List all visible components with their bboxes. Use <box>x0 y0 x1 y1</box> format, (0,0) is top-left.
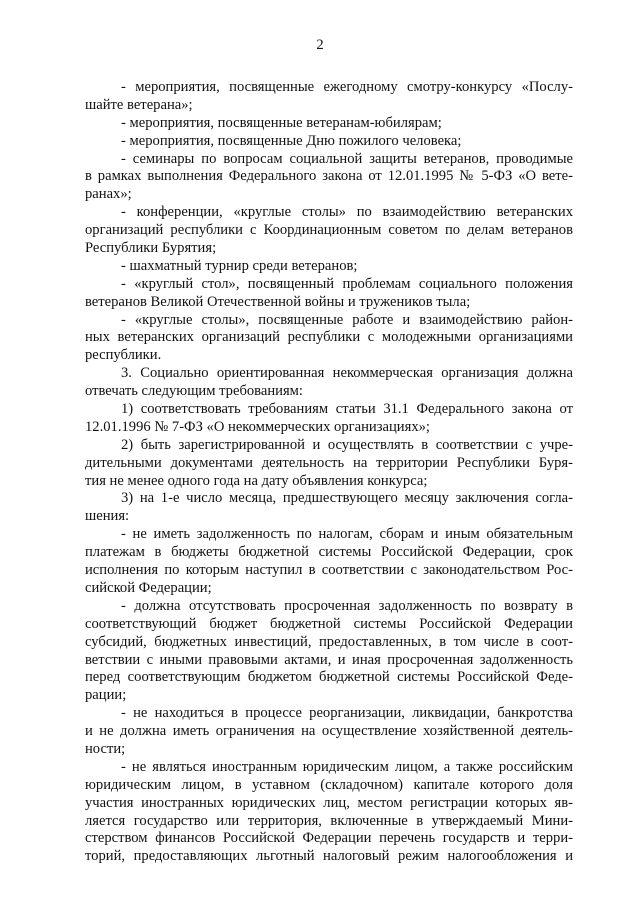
text-line: - конференции, «круглые столы» по взаимодействию ветеранских <box>121 204 573 221</box>
text-line: ранах»; <box>85 186 132 203</box>
page-number: 2 <box>316 37 324 53</box>
text-line: в рамках выполнения Федерального закона от 12.01.1995 № 5-ФЗ «О вете- <box>85 168 573 185</box>
text-line: торий, предоставляющих льготный налоговый режим налогообложения и <box>85 848 573 865</box>
text-line: ляется государство или территория, включенные в утверждаемый Мини- <box>85 812 573 829</box>
text-line: - мероприятия, посвященные ветеранам-юбилярам; <box>121 114 442 131</box>
text-line: 3. Социально ориентированная некоммерческая организация должна <box>121 365 573 382</box>
text-line: рации; <box>85 687 127 704</box>
text-line: - «круглый стол», посвященный проблемам социального положения <box>121 275 573 292</box>
text-line: - мероприятия, посвященные Дню пожилого человека; <box>121 132 462 149</box>
text-line: дительными документами деятельность на территории Республики Буря- <box>85 454 573 471</box>
text-line: отвечать следующим требованиям: <box>85 383 303 400</box>
text-line: участия иностранных юридических лиц, местом регистрации которых яв- <box>85 794 573 811</box>
text-line: ветствии с иными правовыми актами, и иная просроченная задолженность <box>85 651 573 668</box>
text-line: 2) быть зарегистрированной и осуществлять в соответствии с учре- <box>121 436 573 453</box>
text-line: 12.01.1996 № 7-ФЗ «О некоммерческих организациях»; <box>85 418 430 435</box>
text-line: соответствующий бюджет бюджетной системы Российской Федерации <box>85 615 573 632</box>
text-line: - не иметь задолженность по налогам, сборам и иным обязательным <box>121 526 573 543</box>
text-line: сийской Федерации; <box>85 579 212 596</box>
text-line: и не должна иметь ограничения на осуществление хозяйственной деятель- <box>85 723 573 740</box>
text-line: республики. <box>85 347 162 364</box>
text-line: шайте ветерана»; <box>85 96 193 113</box>
text-line: ности; <box>85 740 126 757</box>
text-line: - должна отсутствовать просроченная задолженность по возврату в <box>121 597 573 614</box>
document-body <box>85 79 573 866</box>
text-line: 3) на 1-е число месяца, предшествующего месяцу заключения согла- <box>121 490 573 507</box>
text-line: - семинары по вопросам социальной защиты ветеранов, проводимые <box>121 150 573 167</box>
text-line: перед соответствующим бюджетом бюджетной системы Российской Феде- <box>85 669 573 686</box>
text-line: тия не менее одного года на дату объявления конкурса; <box>85 472 428 489</box>
text-line: шения: <box>85 508 130 525</box>
text-line: 1) соответствовать требованиям статьи 31.1 Федерального закона от <box>121 401 573 418</box>
text-line: ветеранов Великой Отечественной войны и тружеников тыла; <box>85 293 471 310</box>
text-line: - мероприятия, посвященные ежегодному смотру-конкурсу «Послу- <box>121 79 573 95</box>
text-line: - не находиться в процессе реорганизации, ликвидации, банкротства <box>121 705 573 722</box>
text-line: Республики Бурятия; <box>85 240 217 257</box>
text-line: ных ветеранских организаций республики с молодежными организациями <box>85 329 573 346</box>
text-line: юридическим лицом, в уставном (складочном) капитале которого доля <box>85 776 573 793</box>
text-line: платежам в бюджеты бюджетной системы Российской Федерации, срок <box>85 544 573 561</box>
text-line: организаций республики с Координационным советом по делам ветеранов <box>85 222 573 239</box>
text-line: - «круглые столы», посвященные работе и взаимодействию район- <box>121 311 573 328</box>
text-line: стерством финансов Российской Федерации перечень государств и терри- <box>85 830 573 847</box>
text-line: субсидий, бюджетных инвестиций, предоставленных, в том числе в соот- <box>85 633 573 650</box>
text-line: - не являться иностранным юридическим лицом, а также российским <box>121 758 573 775</box>
text-line: - шахматный турнир среди ветеранов; <box>121 257 358 274</box>
text-line: исполнения по которым наступил в соответствии с законодательством Рос- <box>85 562 573 579</box>
